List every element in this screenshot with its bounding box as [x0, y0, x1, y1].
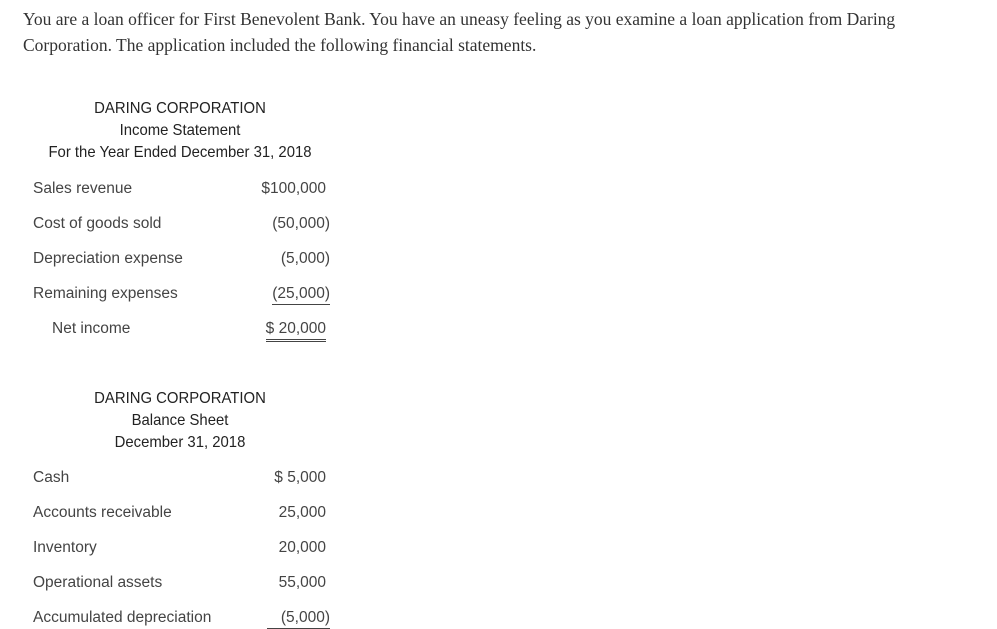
balance-row-value-cash [230, 468, 326, 488]
income-value-sales-text: $100,000 [261, 180, 326, 197]
balance-sheet-title: Balance Sheet [131, 412, 229, 429]
balance-value-inventory-text: 20,000 [278, 539, 326, 556]
income-value-cogs-text: (50,000) [272, 215, 330, 232]
balance-row-value-accumulated-depreciation [230, 608, 330, 629]
intro-paragraph: You are a loan officer for First Benevolent Bank. You have an uneasy feeling as you examine a loan application from Daring Corporation. The application included the following financial statements. [23, 9, 896, 55]
balance-sheet-period: December 31, 2018 [114, 434, 246, 451]
balance-row-value-inventory [230, 538, 326, 558]
balance-row-label-receivable: Accounts receivable [33, 504, 172, 521]
income-row-label-sales: Sales revenue [33, 180, 133, 197]
balance-row-label-accumulated-depreciation: Accumulated depreciation [33, 609, 212, 626]
income-row-label-cogs: Cost of goods sold [33, 215, 162, 232]
balance-value-accumulated-depreciation-text: (5,000) [267, 608, 330, 629]
balance-row-value-operational-assets [230, 573, 326, 593]
balance-row-label-cash: Cash [33, 469, 70, 486]
balance-sheet-header [31, 388, 329, 454]
balance-row-label-operational-assets: Operational assets [33, 574, 163, 591]
income-statement-period: For the Year Ended December 31, 2018 [48, 144, 312, 161]
income-value-net-income-text: $ 20,000 [266, 319, 326, 342]
balance-row-label-inventory: Inventory [33, 539, 97, 556]
income-row-label-net-income: Net income [52, 320, 131, 337]
balance-value-cash-text: $ 5,000 [274, 469, 326, 486]
income-row-label-depreciation: Depreciation expense [33, 250, 183, 267]
income-row-value-depreciation [230, 249, 330, 269]
balance-sheet-company: DARING CORPORATION [94, 390, 266, 407]
income-value-depreciation-text: (5,000) [280, 250, 330, 267]
balance-row-value-receivable [230, 503, 326, 523]
balance-value-receivable-text: 25,000 [278, 504, 326, 521]
income-row-value-remaining [230, 284, 330, 305]
income-row-value-net-income [230, 319, 326, 342]
income-row-value-sales [230, 179, 326, 199]
balance-value-operational-assets-text: 55,000 [278, 574, 326, 591]
income-statement-company: DARING CORPORATION [94, 100, 266, 117]
income-statement-header [31, 98, 329, 164]
income-row-label-remaining: Remaining expenses [33, 285, 178, 302]
income-row-value-cogs [230, 214, 330, 234]
income-statement-title: Income Statement [119, 122, 241, 139]
income-value-remaining-text: (25,000) [272, 284, 330, 305]
